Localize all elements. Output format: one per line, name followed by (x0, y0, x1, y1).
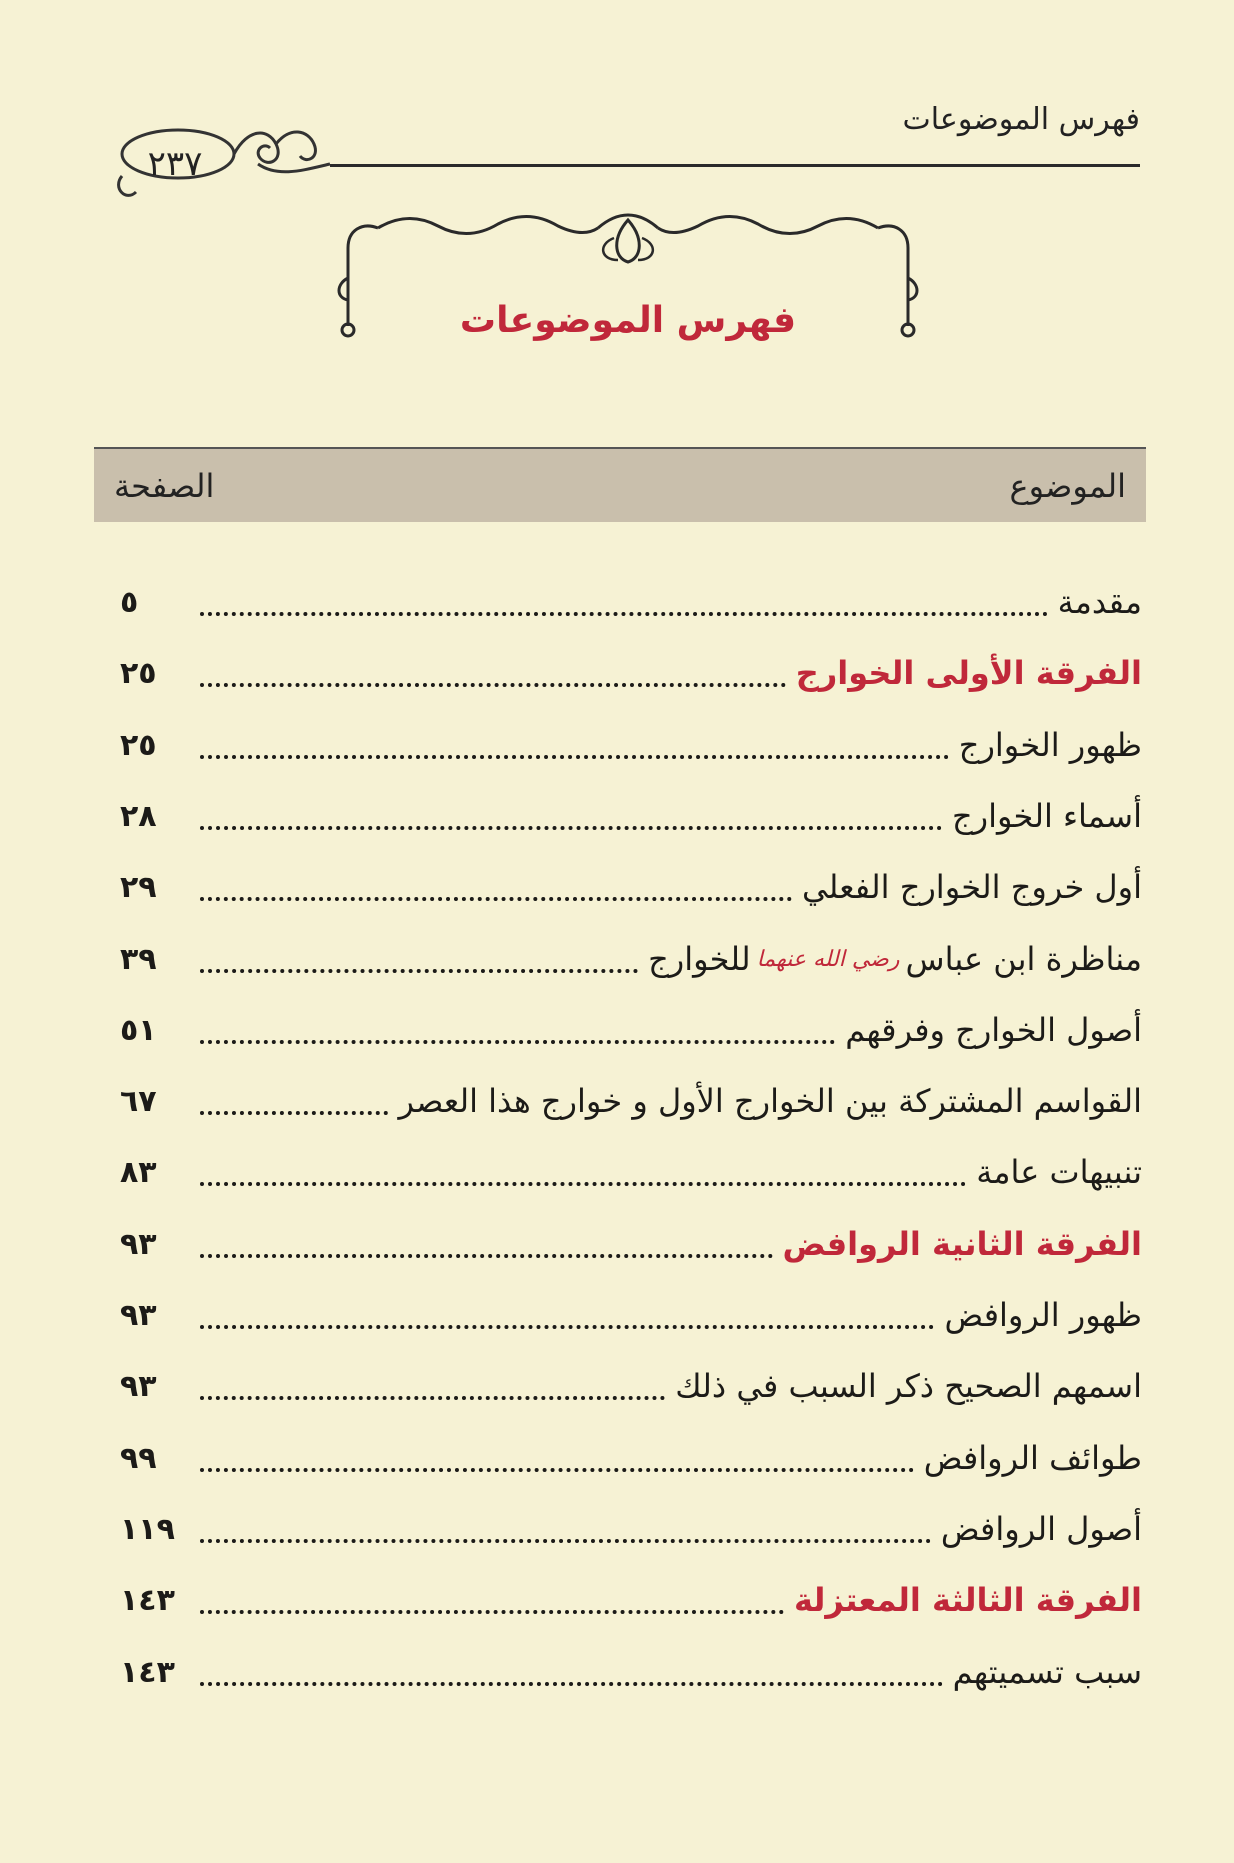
dot-leader (200, 1610, 784, 1614)
topic-column-header: الموضوع (1009, 466, 1126, 505)
toc-page-number: ١٤٣ (120, 1582, 175, 1618)
toc-entry-title-end: للخوارج (648, 940, 751, 978)
dot-leader (200, 969, 638, 973)
toc-entry-title: ظهور الخوارج (958, 726, 1142, 764)
toc-entry-title: أصول الخوارج وفرقهم (845, 1011, 1142, 1049)
toc-row (120, 1000, 1142, 1060)
toc-page-number: ١١٩ (120, 1511, 175, 1547)
dot-leader (200, 755, 949, 759)
dot-leader (200, 1040, 835, 1044)
toc-entry-title: سبب تسميتهم (952, 1653, 1142, 1691)
toc-entry-title: أول خروج الخوارج الفعلي (801, 868, 1142, 906)
toc-entry-title: أصول الروافض (940, 1510, 1142, 1548)
toc-section-row (120, 1570, 1142, 1630)
dot-leader (200, 1325, 934, 1329)
toc-page-number: ٩٩ (120, 1440, 157, 1476)
dot-leader (200, 826, 942, 830)
dot-leader (200, 897, 792, 901)
toc-section-row (120, 643, 1142, 703)
dot-leader (200, 1396, 665, 1400)
toc-page-number: ٨٣ (120, 1154, 157, 1190)
toc-row (120, 929, 1142, 989)
toc-page-number: ٥ (120, 584, 139, 620)
toc-section-title: الفرقة الثالثة المعتزلة (794, 1581, 1142, 1619)
toc-entry-title: مقدمة (1057, 583, 1142, 621)
toc-row (120, 1428, 1142, 1488)
toc-page-number: ٦٧ (120, 1083, 157, 1119)
dot-leader (200, 1539, 931, 1543)
running-head: فهرس الموضوعات (902, 102, 1140, 137)
toc-row (120, 1642, 1142, 1702)
toc-page-number: ٢٨ (120, 798, 157, 834)
dot-leader (200, 1254, 773, 1258)
toc-row (120, 857, 1142, 917)
page-column-header: الصفحة (114, 466, 215, 505)
toc-row (120, 1356, 1142, 1416)
honorific-calligraphy: رضي الله عنهما (756, 946, 900, 972)
toc-entry-title: طوائف الروافض (923, 1439, 1142, 1477)
dot-leader (200, 1682, 943, 1686)
toc-page-number: ٩٣ (120, 1368, 157, 1404)
toc-page-number: ١٤٣ (120, 1654, 175, 1690)
dot-leader (200, 1468, 914, 1472)
toc-row (120, 1142, 1142, 1202)
toc-row (120, 1071, 1142, 1131)
toc-row (120, 572, 1142, 632)
toc-row (120, 715, 1142, 775)
toc-row (120, 1499, 1142, 1559)
page-title: فهرس الموضوعات (459, 300, 797, 341)
toc-entry-title: مناظرة ابن عباس (905, 940, 1142, 978)
toc-section-title: الفرقة الأولى الخوارج (795, 654, 1142, 692)
toc-entry-title: القواسم المشتركة بين الخوارج الأول و خوارج هذا العصر (398, 1082, 1142, 1120)
toc-section-title: الفرقة الثانية الروافض (782, 1225, 1142, 1263)
page-number: ٢٣٧ (147, 144, 203, 184)
toc-entry-title: اسمهم الصحيح ذكر السبب في ذلك (675, 1367, 1142, 1405)
toc-row (120, 1285, 1142, 1345)
toc-entry-title: ظهور الروافض (944, 1296, 1142, 1334)
toc-entry-title: تنبيهات عامة (976, 1153, 1142, 1191)
toc-section-row (120, 1214, 1142, 1274)
toc-page-number: ٢٩ (120, 869, 157, 905)
toc-page-number: ٢٥ (120, 655, 157, 691)
toc-page-number: ٢٥ (120, 727, 157, 763)
toc-page-number: ٥١ (120, 1012, 157, 1048)
toc-entry-title: أسماء الخوارج (952, 797, 1142, 835)
toc-page-number: ٩٣ (120, 1226, 157, 1262)
dot-leader (200, 683, 786, 687)
toc-page-number: ٩٣ (120, 1297, 157, 1333)
dot-leader (200, 612, 1048, 616)
dot-leader (200, 1182, 966, 1186)
dot-leader (200, 1111, 388, 1115)
toc-page-number: ٣٩ (120, 941, 157, 977)
toc-row (120, 786, 1142, 846)
